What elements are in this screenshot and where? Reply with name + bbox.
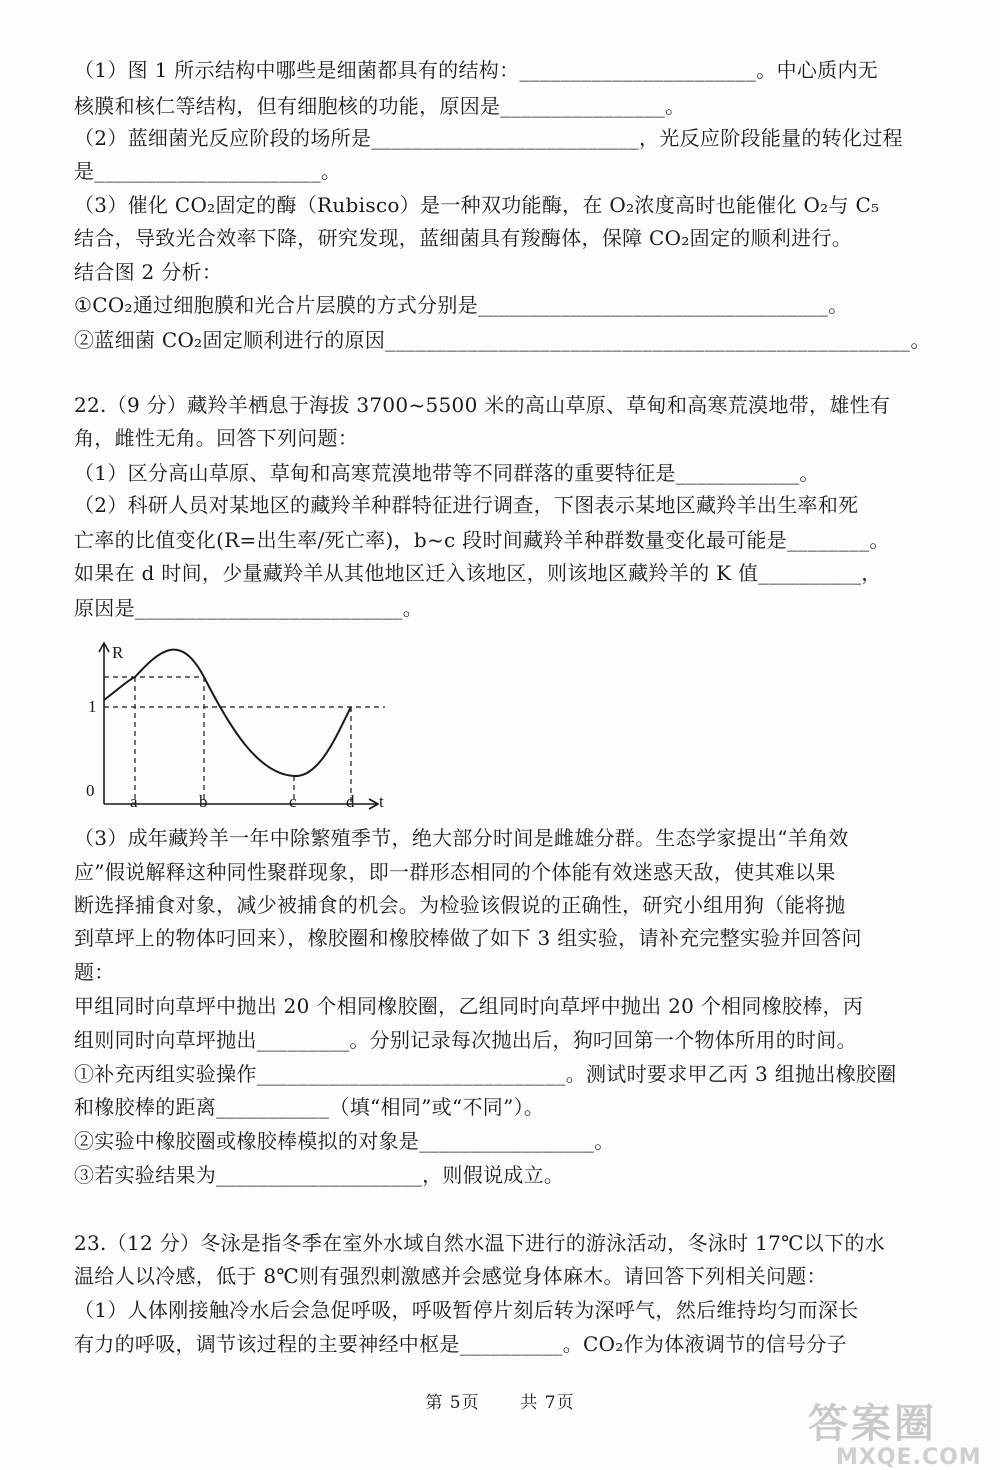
text-line: ②实验中橡胶圈或橡胶棒模拟的对象是_________________。 [74, 1129, 615, 1153]
text-line: （3）催化 CO₂固定的酶（Rubisco）是一种双功能酶，在 O₂浓度高时也能催化 O₂与 C₅ [74, 193, 880, 217]
text-line: （1）人体刚接触冷水后会急促呼吸，呼吸暂停片刻后转为深呼气，然后维持均匀而深长 [74, 1298, 859, 1322]
text-line: 有力的呼吸，调节该过程的主要神经中枢是__________。CO₂作为体液调节的信号分子 [74, 1332, 847, 1356]
text-line: ②蓝细菌 CO₂固定顺利进行的原因___________________________________________________。 [74, 328, 931, 352]
text-line: 核膜和核仁等结构，但有细胞核的功能，原因是________________。 [74, 94, 686, 118]
x-tick-c: c [289, 792, 297, 811]
page-number: 第 5页 [425, 1393, 480, 1413]
r-ratio-graph [80, 636, 400, 816]
question-23-header: 23.（12 分）冬泳是指冬季在室外水域自然水温下进行的游泳活动，冬泳时 17℃以下的水 [74, 1231, 885, 1255]
text-line: （2）蓝细菌光反应阶段的场所是__________________________，光反应阶段能量的转化过程 [74, 126, 903, 150]
text-line: ③若实验结果为____________________，则假说成立。 [74, 1163, 565, 1187]
text-line: 组则同时向草坪抛出_________。分别记录每次抛出后，狗叼回第一个物体所用的时间。 [74, 1028, 857, 1052]
origin-label: 0 [86, 781, 95, 800]
text-line: 题： [74, 960, 115, 984]
question-22-header: 22.（9 分）藏羚羊栖息于海拔 3700~5500 米的高山草原、草甸和高寒荒漠地带，雄性有 [74, 393, 891, 417]
watermark-url: MXQE.COM [836, 1445, 982, 1470]
text-line: 温给人以冷感，低于 8℃则有强烈刺激感并会感觉身体麻木。请回答下列相关问题： [74, 1264, 827, 1288]
watermark [808, 1392, 982, 1470]
text-line: 结合，导致光合效率下降，研究发现，蓝细菌具有羧酶体，保障 CO₂固定的顺利进行。 [74, 226, 853, 250]
x-tick-b: b [199, 792, 208, 811]
text-line: ①CO₂通过细胞膜和光合片层膜的方式分别是__________________________________。 [74, 293, 849, 317]
text-line: 应”假说解释这种同性聚群现象，即一群形态相同的个体能有效迷惑天敌，使其难以果 [74, 860, 836, 884]
text-line: 原因是__________________________。 [74, 596, 423, 620]
text-line: （1）图 1 所示结构中哪些是细菌都具有的结构：_______________________。中心质内无 [74, 58, 879, 82]
text-line: （3）成年藏羚羊一年中除繁殖季节，绝大部分时间是雌雄分群。生态学家提出“羊角效 [74, 826, 849, 850]
r-curve [104, 650, 351, 776]
y-tick-1: 1 [88, 697, 97, 716]
y-axis-label: R [112, 643, 124, 662]
text-line: 亡率的比值变化(R=出生率/死亡率)，b~c 段时间藏羚羊种群数量变化最可能是________。 [74, 528, 890, 552]
text-line: 到草坪上的物体叼回来），橡胶圈和橡胶棒做了如下 3 组实验，请补充完整实验并回答问 [74, 926, 862, 950]
text-line: ①补充丙组实验操作______________________________。测试时要求甲乙丙 3 组抛出橡胶圈 [74, 1062, 897, 1086]
watermark-logo: 答案圈 [808, 1401, 937, 1447]
text-line: 角，雌性无角。回答下列问题： [74, 426, 359, 450]
text-line: （2）科研人员对某地区的藏羚羊种群特征进行调查，下图表示某地区藏羚羊出生率和死 [74, 493, 859, 517]
text-line: 是______________________。 [74, 159, 342, 183]
x-tick-a: a [130, 792, 138, 811]
text-line: 结合图 2 分析： [74, 260, 223, 284]
x-axis-label: t [379, 792, 384, 811]
text-line: 断选择捕食对象，减少被捕食的机会。为检验该假说的正确性，研究小组用狗（能将抛 [74, 893, 846, 917]
text-line: 甲组同时向草坪中抛出 20 个相同橡胶圈，乙组同时向草坪中抛出 20 个相同橡胶棒，丙 [74, 994, 864, 1018]
text-line: 如果在 d 时间，少量藏羚羊从其他地区迁入该地区，则该地区藏羚羊的 K 值__________， [74, 561, 882, 585]
text-line: （1）区分高山草原、草甸和高寒荒漠地带等不同群落的重要特征是____________。 [74, 461, 820, 485]
x-tick-d: d [346, 792, 355, 811]
page-total: 共 7页 [520, 1393, 575, 1413]
text-line: 和橡胶棒的距离___________（填“相同”或“不同”）。 [74, 1095, 545, 1119]
